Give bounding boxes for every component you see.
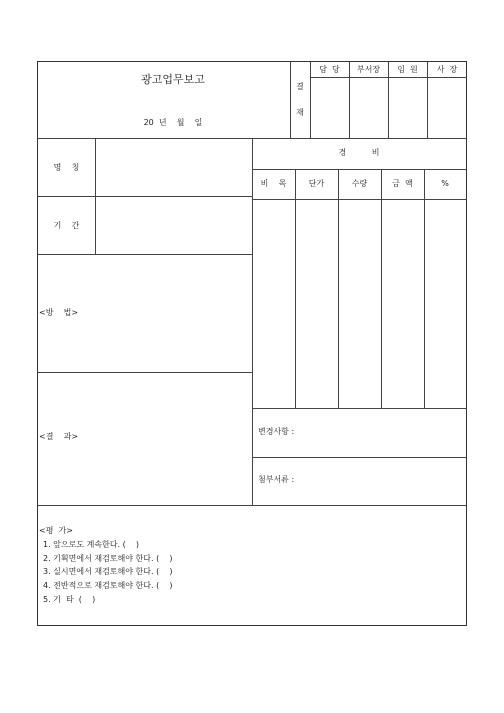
expense-col-divider-3 — [381, 169, 382, 408]
evaluation-item: 4. 전반적으로 재검토해야 한다. ( ) — [43, 581, 173, 590]
evaluation-heading: <평 가> — [39, 526, 73, 535]
ad-report-form — [37, 61, 467, 626]
expense-col-percent: % — [441, 179, 449, 188]
expense-col-amount: 금 액 — [392, 179, 413, 188]
expense-title-bottom — [252, 169, 466, 170]
approval-left-divider — [290, 62, 291, 138]
form-title: 광고업무보고 — [141, 73, 205, 86]
method-row-bottom — [38, 372, 252, 373]
method-label: <방 법> — [39, 308, 79, 317]
expense-table-bottom — [252, 408, 466, 409]
expense-header-bottom — [252, 199, 466, 200]
attachments-label: 첨부서류 : — [258, 475, 295, 484]
name-row-bottom — [38, 196, 252, 197]
changes-label: 변경사항 : — [258, 427, 295, 436]
middle-bottom-line — [38, 505, 466, 506]
evaluation-item: 1. 앞으로도 계속한다. ( ) — [43, 540, 140, 549]
evaluation-item: 2. 기획면에서 재검토해야 한다. ( ) — [43, 554, 173, 563]
evaluation-item: 3. 실시면에서 재검토해야 한다. ( ) — [43, 567, 173, 576]
period-row-bottom — [38, 254, 252, 255]
approval-role-staff: 담 당 — [319, 65, 340, 74]
date-line: 20 년 월 일 — [143, 118, 203, 127]
expense-col-item: 비 목 — [260, 179, 287, 188]
approval-role-president: 사 장 — [436, 65, 458, 74]
expense-col-quantity: 수량 — [351, 179, 368, 188]
expense-col-divider-4 — [424, 169, 425, 408]
result-label: <결 과> — [39, 432, 79, 441]
expense-col-unit-price: 단가 — [308, 179, 325, 188]
approval-label-top: 결 — [296, 82, 304, 91]
approval-header-line — [310, 77, 467, 78]
middle-divider — [252, 138, 253, 505]
expense-col-divider-2 — [338, 169, 339, 408]
expense-title: 경 비 — [338, 148, 380, 157]
approval-role-executive: 임 원 — [397, 65, 418, 74]
name-label: 명 칭 — [53, 163, 80, 172]
period-label: 기 간 — [53, 221, 80, 230]
changes-row-bottom — [252, 457, 466, 458]
expense-col-divider-1 — [295, 169, 296, 408]
approval-role-dept-head: 부서장 — [356, 65, 381, 74]
approval-label-bottom: 재 — [296, 108, 304, 117]
evaluation-item: 5. 기 타 ( ) — [43, 595, 96, 604]
